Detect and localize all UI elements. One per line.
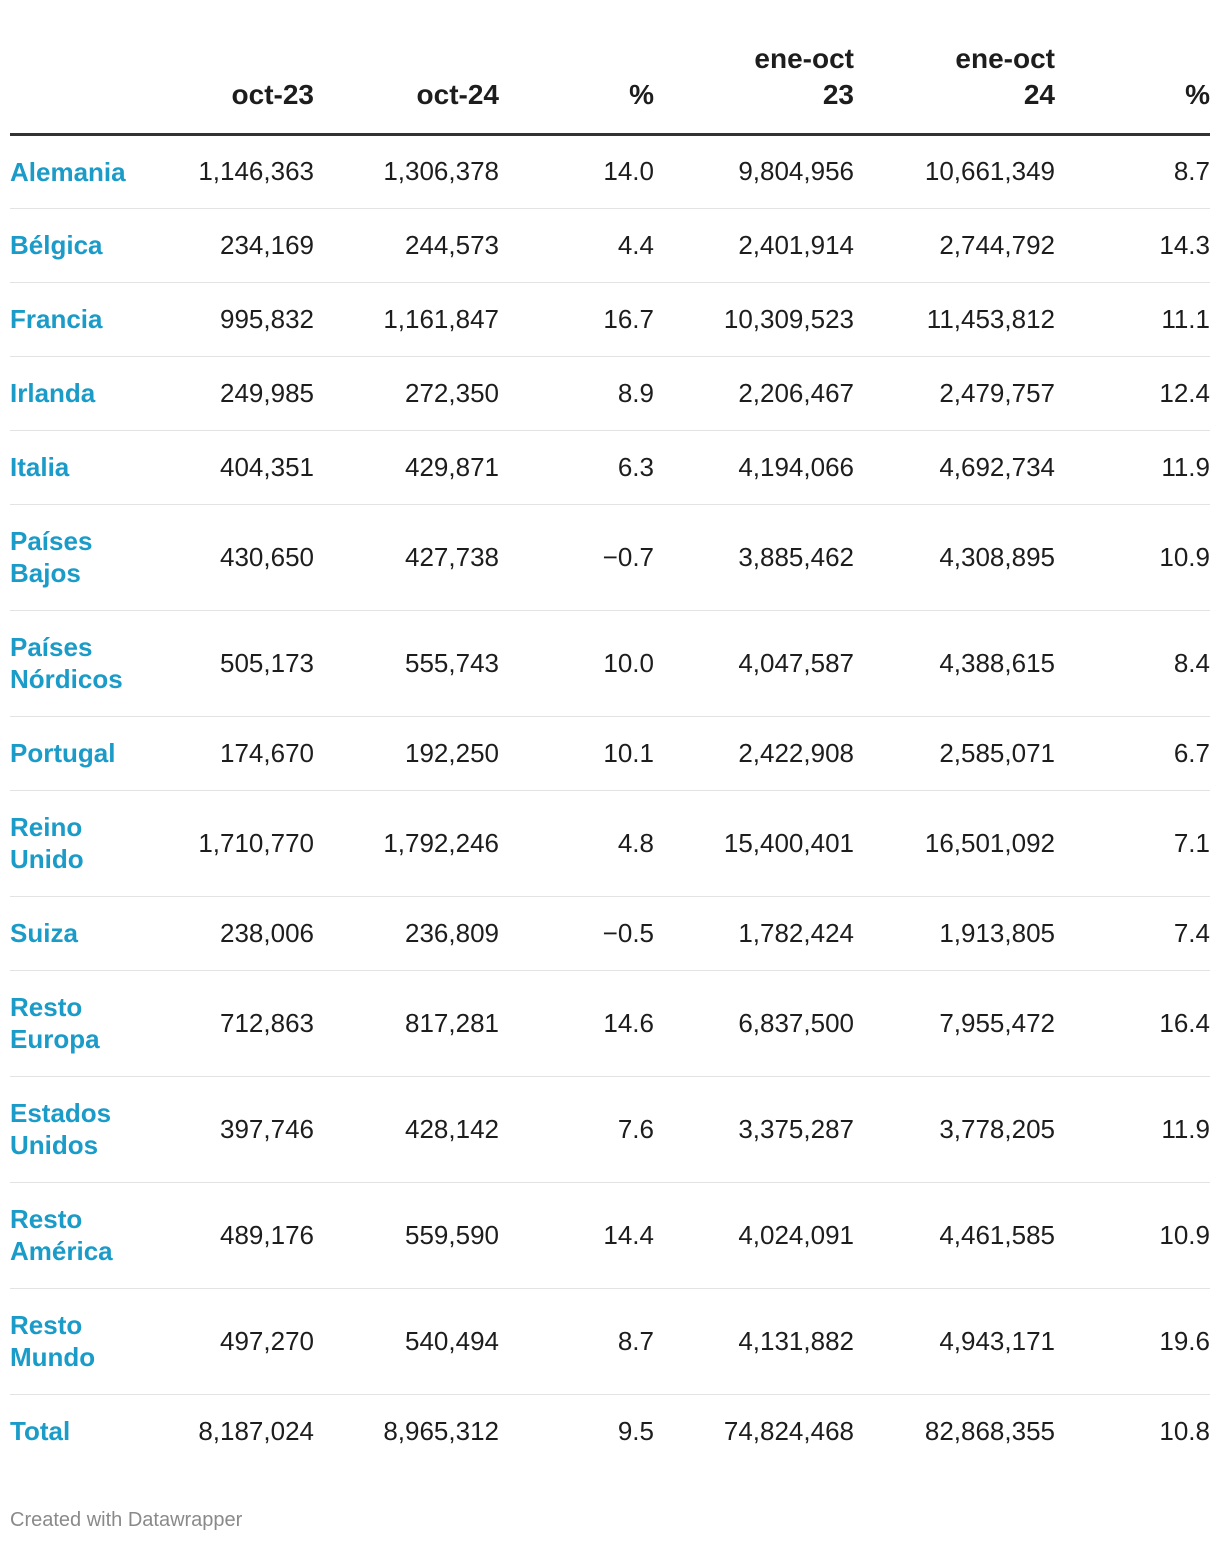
cell-ene-oct-24: 2,479,757 bbox=[854, 356, 1055, 430]
cell-oct-23: 995,832 bbox=[180, 282, 314, 356]
table-row bbox=[10, 134, 1210, 208]
cell-oct-24: 428,142 bbox=[314, 1076, 499, 1182]
cell-pct-month: 10.0 bbox=[499, 610, 654, 716]
table-row bbox=[10, 282, 1210, 356]
table-row bbox=[10, 1076, 1210, 1182]
cell-ene-oct-24: 2,744,792 bbox=[854, 208, 1055, 282]
table-row bbox=[10, 610, 1210, 716]
cell-pct-month: 9.5 bbox=[617, 1415, 654, 1446]
cell-ene-oct-24: 4,461,585 bbox=[854, 1182, 1055, 1288]
cell-oct-24: 1,306,378 bbox=[314, 134, 499, 208]
cell-oct-24: 192,250 bbox=[314, 716, 499, 790]
table-row bbox=[10, 1288, 1210, 1394]
cell-ene-oct-23: 74,824,468 bbox=[723, 1415, 854, 1446]
cell-pct-ytd: 6.7 bbox=[1055, 716, 1210, 790]
cell-pct-month: 4.8 bbox=[499, 790, 654, 896]
row-label: Italia bbox=[10, 430, 180, 504]
cell-ene-oct-24: 3,778,205 bbox=[854, 1076, 1055, 1182]
table-body bbox=[10, 134, 1210, 1468]
row-label: Bélgica bbox=[10, 208, 180, 282]
cell-oct-23: 234,169 bbox=[180, 208, 314, 282]
row-label: Francia bbox=[10, 282, 180, 356]
column-header-label[interactable] bbox=[10, 0, 180, 134]
row-label: Países Bajos bbox=[10, 504, 180, 610]
cell-oct-23: 505,173 bbox=[180, 610, 314, 716]
cell-ene-oct-24: 4,308,895 bbox=[854, 504, 1055, 610]
cell-ene-oct-23: 9,804,956 bbox=[654, 134, 854, 208]
cell-ene-oct-23: 2,401,914 bbox=[654, 208, 854, 282]
cell-pct-ytd: 12.4 bbox=[1055, 356, 1210, 430]
table-row bbox=[10, 896, 1210, 970]
cell-oct-23: 404,351 bbox=[180, 430, 314, 504]
datawrapper-credit[interactable]: Created with Datawrapper bbox=[10, 1509, 243, 1531]
column-header-oct-24[interactable]: oct-24 bbox=[314, 0, 499, 134]
cell-pct-month: 7.6 bbox=[499, 1076, 654, 1182]
cell-oct-24: 244,573 bbox=[314, 208, 499, 282]
cell-pct-ytd: 11.9 bbox=[1055, 1076, 1210, 1182]
row-label: Resto Europa bbox=[10, 970, 180, 1076]
column-header-oct-23[interactable]: oct-23 bbox=[180, 0, 314, 134]
cell-ene-oct-23: 4,131,882 bbox=[654, 1288, 854, 1394]
cell-pct-ytd: 11.1 bbox=[1055, 282, 1210, 356]
cell-ene-oct-23: 15,400,401 bbox=[654, 790, 854, 896]
cell-oct-24: 817,281 bbox=[314, 970, 499, 1076]
cell-pct-month: 16.7 bbox=[499, 282, 654, 356]
cell-ene-oct-23: 4,194,066 bbox=[654, 430, 854, 504]
cell-pct-month: 14.6 bbox=[499, 970, 654, 1076]
table-row bbox=[10, 716, 1210, 790]
data-table-container bbox=[10, 0, 1210, 1468]
column-header-ene-oct-24[interactable]: ene-oct 24 bbox=[854, 0, 1055, 134]
cell-ene-oct-24: 82,868,355 bbox=[924, 1415, 1055, 1446]
cell-ene-oct-24: 11,453,812 bbox=[854, 282, 1055, 356]
cell-ene-oct-23: 3,885,462 bbox=[654, 504, 854, 610]
cell-oct-23: 712,863 bbox=[180, 970, 314, 1076]
cell-oct-23: 238,006 bbox=[180, 896, 314, 970]
row-label: Irlanda bbox=[10, 356, 180, 430]
cell-ene-oct-24: 10,661,349 bbox=[854, 134, 1055, 208]
cell-ene-oct-24: 4,943,171 bbox=[854, 1288, 1055, 1394]
table-row bbox=[10, 970, 1210, 1076]
cell-pct-ytd: 14.3 bbox=[1055, 208, 1210, 282]
cell-ene-oct-24: 16,501,092 bbox=[854, 790, 1055, 896]
header-row bbox=[10, 0, 1210, 134]
table-row bbox=[10, 1394, 1210, 1468]
cell-pct-ytd: 16.4 bbox=[1055, 970, 1210, 1076]
cell-pct-ytd: 10.9 bbox=[1055, 1182, 1210, 1288]
cell-pct-ytd: 11.9 bbox=[1055, 430, 1210, 504]
cell-ene-oct-23: 4,024,091 bbox=[654, 1182, 854, 1288]
cell-pct-ytd: 8.7 bbox=[1055, 134, 1210, 208]
cell-oct-23: 8,187,024 bbox=[198, 1415, 314, 1446]
cell-pct-month: −0.5 bbox=[499, 896, 654, 970]
cell-oct-24: 429,871 bbox=[314, 430, 499, 504]
cell-oct-24: 1,161,847 bbox=[314, 282, 499, 356]
cell-oct-23: 430,650 bbox=[180, 504, 314, 610]
column-header-pct-month[interactable]: % bbox=[499, 0, 654, 134]
cell-pct-month: 4.4 bbox=[499, 208, 654, 282]
row-label: Países Nórdicos bbox=[10, 610, 180, 716]
cell-pct-month: 8.9 bbox=[499, 356, 654, 430]
cell-pct-ytd: 10.8 bbox=[1159, 1415, 1210, 1446]
row-label: Estados Unidos bbox=[10, 1076, 180, 1182]
cell-ene-oct-24: 7,955,472 bbox=[854, 970, 1055, 1076]
cell-oct-24: 559,590 bbox=[314, 1182, 499, 1288]
row-label: Suiza bbox=[10, 896, 180, 970]
cell-ene-oct-23: 2,422,908 bbox=[654, 716, 854, 790]
row-label: Resto Mundo bbox=[10, 1288, 180, 1394]
data-table bbox=[10, 0, 1210, 1468]
cell-ene-oct-23: 10,309,523 bbox=[654, 282, 854, 356]
row-label: Portugal bbox=[10, 716, 180, 790]
cell-oct-24: 540,494 bbox=[314, 1288, 499, 1394]
column-header-pct-ytd[interactable]: % bbox=[1055, 0, 1210, 134]
table-row bbox=[10, 504, 1210, 610]
cell-ene-oct-23: 1,782,424 bbox=[654, 896, 854, 970]
cell-pct-ytd: 7.4 bbox=[1055, 896, 1210, 970]
cell-oct-23: 1,146,363 bbox=[180, 134, 314, 208]
cell-pct-month: −0.7 bbox=[499, 504, 654, 610]
cell-oct-23: 397,746 bbox=[180, 1076, 314, 1182]
cell-oct-24: 8,965,312 bbox=[383, 1415, 499, 1446]
cell-ene-oct-23: 2,206,467 bbox=[654, 356, 854, 430]
cell-pct-month: 8.7 bbox=[499, 1288, 654, 1394]
row-label: Alemania bbox=[10, 134, 180, 208]
cell-oct-24: 272,350 bbox=[314, 356, 499, 430]
cell-oct-24: 236,809 bbox=[314, 896, 499, 970]
cell-pct-month: 14.0 bbox=[499, 134, 654, 208]
table-row bbox=[10, 430, 1210, 504]
row-label: Resto América bbox=[10, 1182, 180, 1288]
cell-oct-24: 555,743 bbox=[314, 610, 499, 716]
cell-pct-month: 6.3 bbox=[499, 430, 654, 504]
cell-oct-23: 249,985 bbox=[180, 356, 314, 430]
table-row bbox=[10, 1182, 1210, 1288]
cell-pct-ytd: 7.1 bbox=[1055, 790, 1210, 896]
cell-oct-23: 1,710,770 bbox=[180, 790, 314, 896]
table-row bbox=[10, 790, 1210, 896]
cell-pct-ytd: 8.4 bbox=[1055, 610, 1210, 716]
cell-oct-23: 174,670 bbox=[180, 716, 314, 790]
cell-oct-24: 1,792,246 bbox=[314, 790, 499, 896]
row-label: Total bbox=[10, 1416, 71, 1447]
cell-oct-23: 489,176 bbox=[180, 1182, 314, 1288]
cell-oct-23: 497,270 bbox=[180, 1288, 314, 1394]
cell-ene-oct-23: 3,375,287 bbox=[654, 1076, 854, 1182]
cell-oct-24: 427,738 bbox=[314, 504, 499, 610]
table-row bbox=[10, 208, 1210, 282]
cell-pct-month: 14.4 bbox=[499, 1182, 654, 1288]
cell-pct-ytd: 19.6 bbox=[1055, 1288, 1210, 1394]
cell-ene-oct-24: 1,913,805 bbox=[854, 896, 1055, 970]
row-label: Reino Unido bbox=[10, 790, 180, 896]
cell-ene-oct-24: 2,585,071 bbox=[854, 716, 1055, 790]
column-header-ene-oct-23[interactable]: ene-oct 23 bbox=[654, 0, 854, 134]
cell-ene-oct-23: 6,837,500 bbox=[654, 970, 854, 1076]
cell-pct-ytd: 10.9 bbox=[1055, 504, 1210, 610]
cell-ene-oct-24: 4,388,615 bbox=[854, 610, 1055, 716]
table-row bbox=[10, 356, 1210, 430]
cell-ene-oct-23: 4,047,587 bbox=[654, 610, 854, 716]
cell-pct-month: 10.1 bbox=[499, 716, 654, 790]
cell-ene-oct-24: 4,692,734 bbox=[854, 430, 1055, 504]
